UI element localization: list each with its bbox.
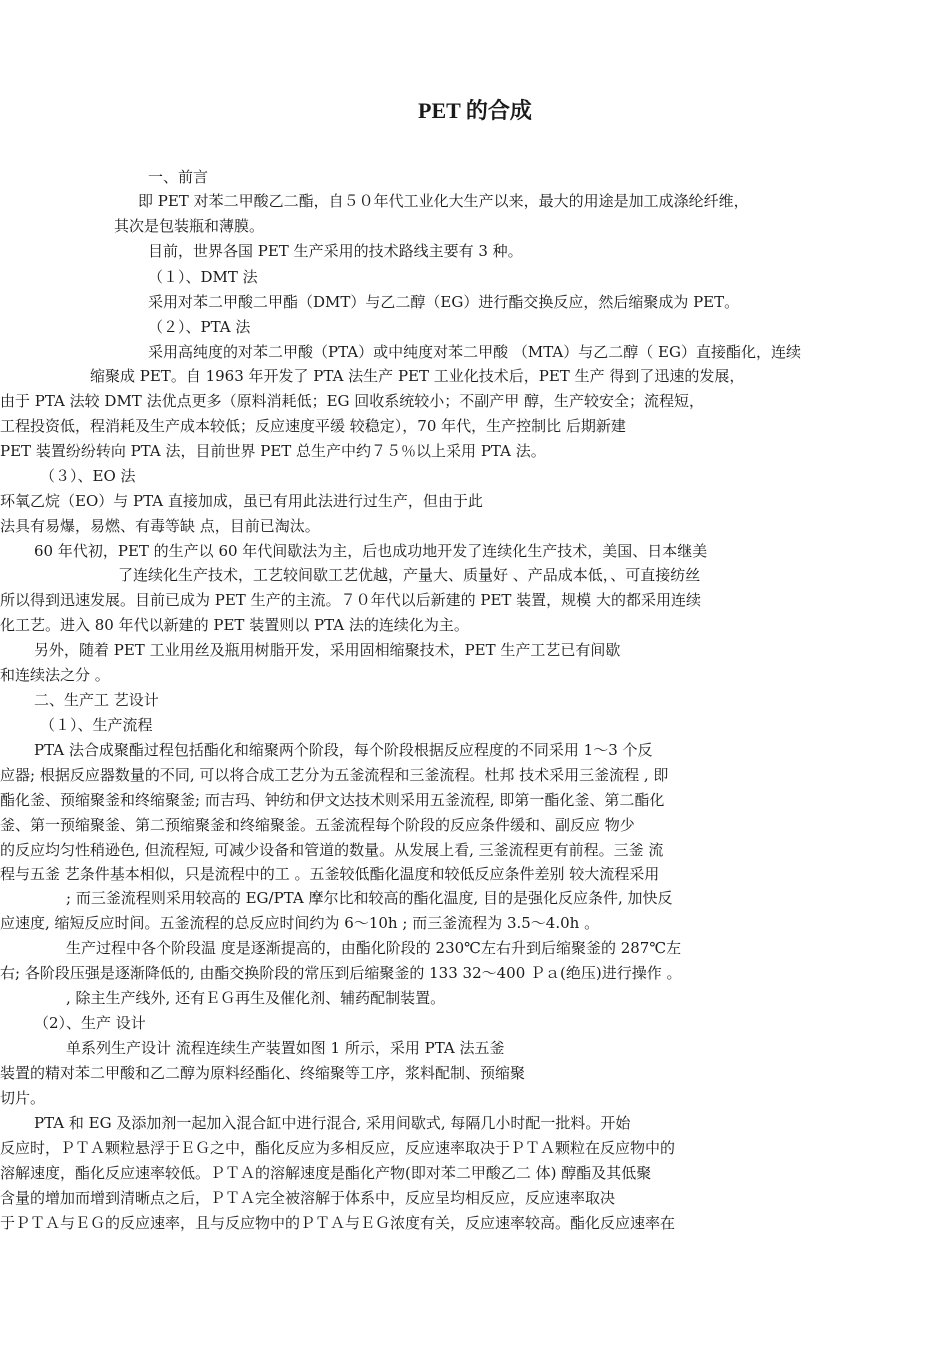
text-line: 环氧乙烷（EO）与 PTA 直接加成，虽已有用此法进行过生产，但由于此 bbox=[0, 492, 483, 510]
section-heading-process-design: 二、生产工 艺设计 bbox=[34, 691, 159, 709]
text-line: 了连续化生产技术，工艺较间歇工艺优越，产量大、质量好 、产品成本低，、可直接纺丝 bbox=[118, 566, 701, 584]
subheading-pta: （２）、PTA 法 bbox=[148, 318, 251, 336]
text-line: 60 年代初，PET 的生产以 60 年代间歇法为主，后也成功地开发了连续化生产技术，美国、日本继美 bbox=[34, 542, 708, 560]
text-line: 由于 PTA 法较 DMT 法优点更多（原料消耗低；EG 回收系统较小；不副产甲 醇，生产较安全；流程短， bbox=[0, 392, 705, 410]
subheading-production-flow: （１）、生产流程 bbox=[40, 716, 153, 734]
text-line: 另外，随着 PET 工业用丝及瓶用树脂开发，采用固相缩聚技术，PET 生产工艺已有间歇 bbox=[34, 641, 621, 659]
text-line: 生产过程中各个阶段温 度是逐渐提高的，由酯化阶段的 230℃左右升到后缩聚釜的 287℃左 bbox=[66, 939, 682, 957]
text-line: 的反应均匀性稍逊色, 但流程短, 可减少设备和管道的数量。从发展上看, 三釜流程更有前程。三釜 流 bbox=[0, 841, 664, 859]
section-heading-preface: 一、前言 bbox=[148, 168, 209, 186]
text-line: 含量的增加而增到清晰点之后，ＰＴＡ完全被溶解于体系中，反应呈均相反应，反应速率取决 bbox=[0, 1189, 616, 1207]
text-line: 所以得到迅速发展。目前已成为 PET 生产的主流。７０年代以后新建的 PET 装置，规模 大的都采用连续 bbox=[0, 591, 701, 609]
text-line: 采用高纯度的对苯二甲酸（PTA）或中纯度对苯二甲酸 （MTA）与乙二醇（ EG）直接酯化，连续 bbox=[148, 343, 801, 361]
text-line: PTA 和 EG 及添加剂一起加入混合缸中进行混合, 采用间歇式, 每隔几小时配一批料。开始 bbox=[34, 1114, 631, 1132]
text-line: 采用对苯二甲酸二甲酯（DMT）与乙二醇（EG）进行酯交换反应，然后缩聚成为 PET。 bbox=[148, 293, 740, 311]
text-line: PTA 法合成聚酯过程包括酯化和缩聚两个阶段，每个阶段根据反应程度的不同采用 1～3 个反 bbox=[34, 741, 653, 759]
text-line: 酯化釜、预缩聚釜和终缩聚釜; 而吉玛、钟纺和伊文达技术则采用五釜流程, 即第一酯化釜、第二酯化 bbox=[0, 791, 665, 809]
text-line: 于ＰＴＡ与ＥＧ的反应速率，且与反应物中的ＰＴＡ与ＥＧ浓度有关，反应速率较高。酯化反应速率在 bbox=[0, 1214, 676, 1232]
text-line: ; 而三釜流程则采用较高的 EG/PTA 摩尔比和较高的酯化温度, 目的是强化反应条件, 加快反 bbox=[66, 889, 673, 907]
text-line: 化工艺。进入 80 年代以新建的 PET 装置则以 PTA 法的连续化为主。 bbox=[0, 616, 469, 634]
text-line: 反应时，ＰＴＡ颗粒悬浮于ＥＧ之中，酯化反应为多相反应，反应速率取决于ＰＴＡ颗粒在反应物中的 bbox=[0, 1139, 676, 1157]
text-line: 应速度, 缩短反应时间。五釜流程的总反应时间约为 6～10h ; 而三釜流程为 3.5～4.0h 。 bbox=[0, 914, 600, 932]
subheading-eo: （３）、EO 法 bbox=[40, 467, 136, 485]
text-line: 装置的精对苯二甲酸和乙二醇为原料经酯化、终缩聚等工序，浆料配制、预缩聚 bbox=[0, 1064, 526, 1082]
text-line: 工程投资低，程消耗及生产成本较低；反应速度平缓 较稳定），70 年代，生产控制比 后期新建 bbox=[0, 417, 626, 435]
text-line: 缩聚成 PET。自 1963 年开发了 PTA 法生产 PET 工业化技术后，PET 生产 得到了迅速的发展， bbox=[90, 367, 745, 385]
text-line: 法具有易爆，易燃、有毒等缺 点，目前已淘汰。 bbox=[0, 517, 320, 535]
text-line: 其次是包装瓶和薄膜。 bbox=[114, 217, 265, 235]
text-line: 釜、第一预缩聚釜、第二预缩聚釜和终缩聚釜。五釜流程每个阶段的反应条件缓和、副反应 物少 bbox=[0, 816, 635, 834]
text-line: 右; 各阶段压强是逐渐降低的, 由酯交换阶段的常压到后缩聚釜的 133 32～400 Ｐａ(绝压)进行操作 。 bbox=[0, 964, 682, 982]
text-line: 单系列生产设计 流程连续生产装置如图 1 所示，采用 PTA 法五釜 bbox=[66, 1039, 505, 1057]
text-line: 溶解速度，酯化反应速率较低。ＰＴＡ的溶解速度是酯化产物(即对苯二甲酸乙二 体) 醇酯及其低聚 bbox=[0, 1164, 652, 1182]
subheading-production-design: （2）、生产 设计 bbox=[34, 1014, 146, 1032]
text-line: , 除主生产线外, 还有ＥＧ再生及催化剂、辅药配制装置。 bbox=[66, 989, 446, 1007]
text-line: 目前，世界各国 PET 生产采用的技术路线主要有 3 种。 bbox=[148, 242, 523, 260]
subheading-dmt: （１）、DMT 法 bbox=[148, 268, 258, 286]
text-line: 和连续法之分 。 bbox=[0, 666, 110, 684]
text-line: 切片。 bbox=[0, 1089, 46, 1107]
text-line: 程与五釜 艺条件基本相似，只是流程中的工 。五釜较低酯化温度和较低反应条件差别 较大流程采用 bbox=[0, 865, 660, 883]
text-line: 即 PET 对苯二甲酸乙二酯，自５０年代工业化大生产以来，最大的用途是加工成涤纶纤维， bbox=[138, 192, 749, 210]
text-line: 应器; 根据反应器数量的不同, 可以将合成工艺分为五釜流程和三釜流程。杜邦 技术采用三釜流程 , 即 bbox=[0, 766, 669, 784]
text-line: PET 装置纷纷转向 PTA 法，目前世界 PET 总生产中约７５％以上采用 PTA 法。 bbox=[0, 442, 546, 460]
page-title: PET 的合成 bbox=[418, 98, 532, 123]
